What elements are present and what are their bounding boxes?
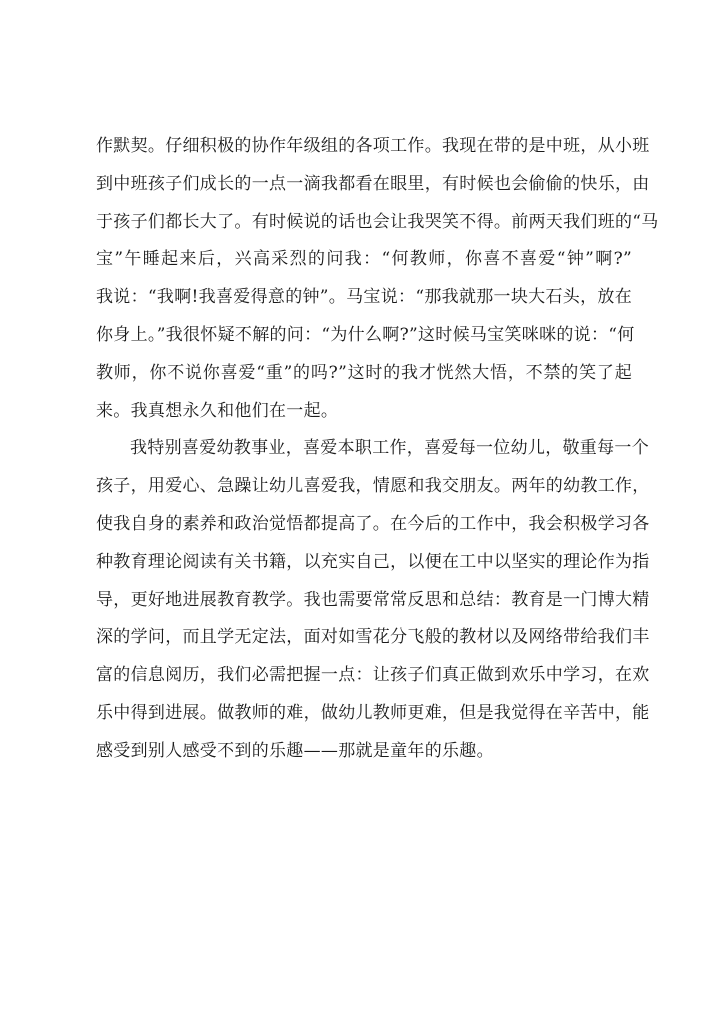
text-line: 来。我真想永久和他们在一起。	[96, 400, 339, 421]
paragraph-1	[96, 128, 659, 430]
text-line: 宝”午睡起来后，兴高采烈的问我：“何教师，你喜不喜爱“钟”啊?”	[96, 249, 632, 270]
document-body	[96, 128, 659, 771]
text-line: 富的信息阅历，我们必需把握一点：让孩子们真正做到欢乐中学习，在欢	[96, 665, 650, 686]
text-line: 我说：“我啊!我喜爱得意的钟”。马宝说：“那我就那一块大石头，放在	[96, 287, 632, 308]
paragraph-2	[96, 430, 650, 770]
text-line: 使我自身的素养和政治觉悟都提高了。在今后的工作中，我会积极学习各	[96, 513, 650, 534]
text-line: 教师，你不说你喜爱“重”的吗?”这时的我才恍然大悟，不禁的笑了起	[96, 362, 632, 383]
text-line: 你身上。”我很怀疑不解的问：“为什么啊?”这时候马宝笑咪咪的说：“何	[96, 324, 635, 345]
text-line: 深的学问，而且学无定法，面对如雪花分飞般的教材以及网络带给我们丰	[96, 627, 650, 648]
text-line: 感受到别人感受不到的乐趣——那就是童年的乐趣。	[96, 740, 494, 761]
text-line: 孩子，用爱心、急躁让幼儿喜爱我，情愿和我交朋友。两年的幼教工作，	[96, 476, 650, 497]
text-line: 于孩子们都长大了。有时候说的话也会让我哭笑不得。前两天我们班的“马	[96, 211, 659, 232]
text-line: 乐中得到进展。做教师的难，做幼儿教师更难，但是我觉得在辛苦中，能	[96, 702, 650, 723]
text-line: 作默契。仔细积极的协作年级组的各项工作。我现在带的是中班，从小班	[96, 136, 650, 156]
text-line: 到中班孩子们成长的一点一滴我都看在眼里，有时候也会偷偷的快乐，由	[96, 173, 650, 194]
text-line: 导，更好地进展教育教学。我也需要常常反思和总结：教育是一门博大精	[96, 589, 650, 610]
text-line: 种教育理论阅读有关书籍，以充实自己，以便在工中以坚实的理论作为指	[96, 551, 650, 572]
text-line: 我特别喜爱幼教事业，喜爱本职工作，喜爱每一位幼儿，敬重每一个	[130, 438, 649, 459]
